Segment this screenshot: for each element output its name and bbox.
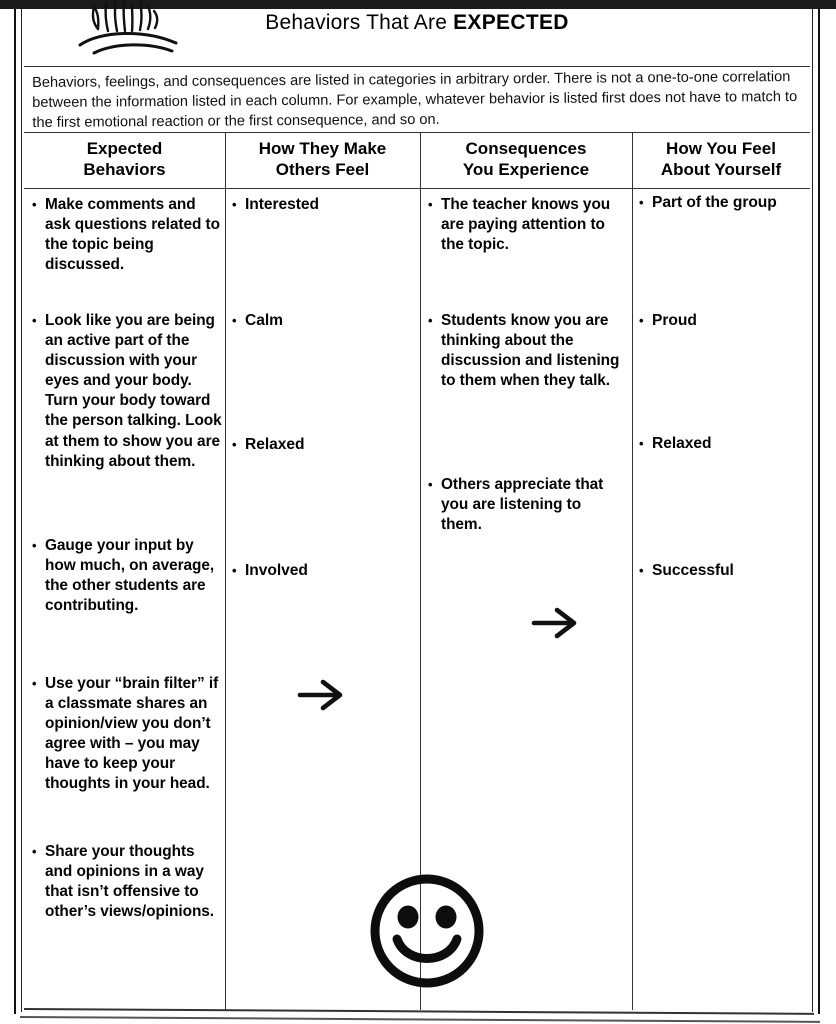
header-line-1: Expected bbox=[86, 139, 163, 158]
list-item: • The teacher knows you are paying attention to the topic. bbox=[428, 195, 626, 255]
cell-expected-behaviors-3 bbox=[32, 536, 222, 616]
list-item: • Part of the group bbox=[639, 193, 809, 213]
behaviors-table bbox=[24, 133, 810, 1012]
column-header-how-they-make-others-feel bbox=[225, 138, 420, 180]
table-bottom-rule-outer bbox=[20, 1016, 820, 1023]
list-item: • Relaxed bbox=[232, 435, 412, 455]
cell-consequences-1 bbox=[428, 195, 626, 255]
table-header-row bbox=[24, 133, 810, 189]
expected-behaviors-list bbox=[32, 195, 222, 275]
page-title-normal: Behaviors That Are bbox=[265, 11, 454, 34]
header-line-1: How They Make bbox=[258, 139, 387, 158]
intro-note-text: Behaviors, feelings, and consequences are listed in categories in arbitrary order. There is not a one-to-one correlation between the information listed in each column. For example, whatever behavior is listed first does not have to match to the first emotional reaction or the first consequence, and so on. bbox=[32, 69, 798, 131]
list-item: • Proud bbox=[639, 311, 809, 331]
cell-expected-behaviors-4 bbox=[32, 674, 224, 795]
consequences-list bbox=[428, 311, 626, 391]
header-line-1: Consequences bbox=[465, 139, 587, 158]
list-item: • Interested bbox=[232, 195, 412, 215]
title-row bbox=[24, 9, 810, 67]
column-divider-1 bbox=[225, 133, 226, 1010]
expected-behaviors-list bbox=[32, 536, 222, 616]
list-item: • Calm bbox=[232, 311, 412, 331]
list-item: • Involved bbox=[232, 561, 412, 581]
others-feel-list bbox=[232, 561, 412, 581]
smiley-face-icon bbox=[364, 871, 490, 996]
header-line-1: How You Feel bbox=[666, 139, 776, 158]
page-title-emphasis: EXPECTED bbox=[453, 11, 569, 34]
header-line-2: Others Feel bbox=[275, 160, 370, 179]
list-item: • Make comments and ask questions related to the topic being discussed. bbox=[32, 195, 222, 275]
cell-expected-behaviors bbox=[32, 195, 222, 275]
feel-about-yourself-list bbox=[639, 193, 809, 213]
feel-about-yourself-list bbox=[639, 311, 809, 331]
right-arrow-upper-icon bbox=[530, 605, 582, 646]
consequences-list bbox=[428, 195, 626, 255]
list-item: • Others appreciate that you are listening to them. bbox=[428, 475, 626, 535]
cell-others-feel-1 bbox=[232, 195, 412, 215]
cell-feel-about-yourself-1 bbox=[639, 193, 809, 213]
others-feel-list bbox=[232, 435, 412, 455]
cell-feel-about-yourself-4 bbox=[639, 561, 809, 581]
list-item: • Students know you are thinking about the discussion and listening to them when they talk. bbox=[428, 311, 626, 391]
cell-feel-about-yourself-3 bbox=[639, 434, 809, 454]
consequences-list bbox=[428, 475, 626, 535]
cell-others-feel-4 bbox=[232, 561, 412, 581]
intro-note bbox=[24, 67, 810, 133]
cell-others-feel-3 bbox=[232, 435, 412, 455]
header-line-2: Behaviors bbox=[83, 160, 166, 179]
expected-behaviors-list bbox=[32, 674, 224, 795]
header-line-2: You Experience bbox=[462, 160, 590, 179]
cell-expected-behaviors-2 bbox=[32, 311, 222, 472]
cell-feel-about-yourself-2 bbox=[639, 311, 809, 331]
cell-others-feel-2 bbox=[232, 311, 412, 331]
feel-about-yourself-list bbox=[639, 434, 809, 454]
expected-behaviors-list bbox=[32, 842, 224, 922]
list-item: • Gauge your input by how much, on average, the other students are contributing. bbox=[32, 536, 222, 616]
cell-consequences-2 bbox=[428, 311, 626, 391]
header-line-2: About Yourself bbox=[660, 160, 782, 179]
cell-expected-behaviors-5 bbox=[32, 842, 224, 922]
cell-consequences-3 bbox=[428, 475, 626, 535]
list-item: • Use your “brain filter” if a classmate shares an opinion/view you don’t agree with – you may have to keep your thoughts in your head. bbox=[32, 674, 224, 795]
list-item: • Share your thoughts and opinions in a way that isn’t offensive to other’s views/opinions. bbox=[32, 842, 224, 922]
right-arrow-lower-icon bbox=[296, 677, 348, 718]
list-item: • Successful bbox=[639, 561, 809, 581]
others-feel-list bbox=[232, 311, 412, 331]
list-item: • Relaxed bbox=[639, 434, 809, 454]
others-feel-list bbox=[232, 195, 412, 215]
expected-behaviors-list bbox=[32, 311, 222, 472]
column-header-expected-behaviors bbox=[24, 138, 225, 180]
column-header-consequences-you-experience bbox=[420, 138, 632, 180]
column-header-how-you-feel-about-yourself bbox=[632, 138, 810, 180]
list-item: • Look like you are being an active part of the discussion with your eyes and your body. Turn your body toward the person talking. Look at them to show you are thinking about them. bbox=[32, 311, 222, 472]
feel-about-yourself-list bbox=[639, 561, 809, 581]
column-divider-3 bbox=[632, 133, 633, 1010]
page-title bbox=[24, 11, 810, 35]
